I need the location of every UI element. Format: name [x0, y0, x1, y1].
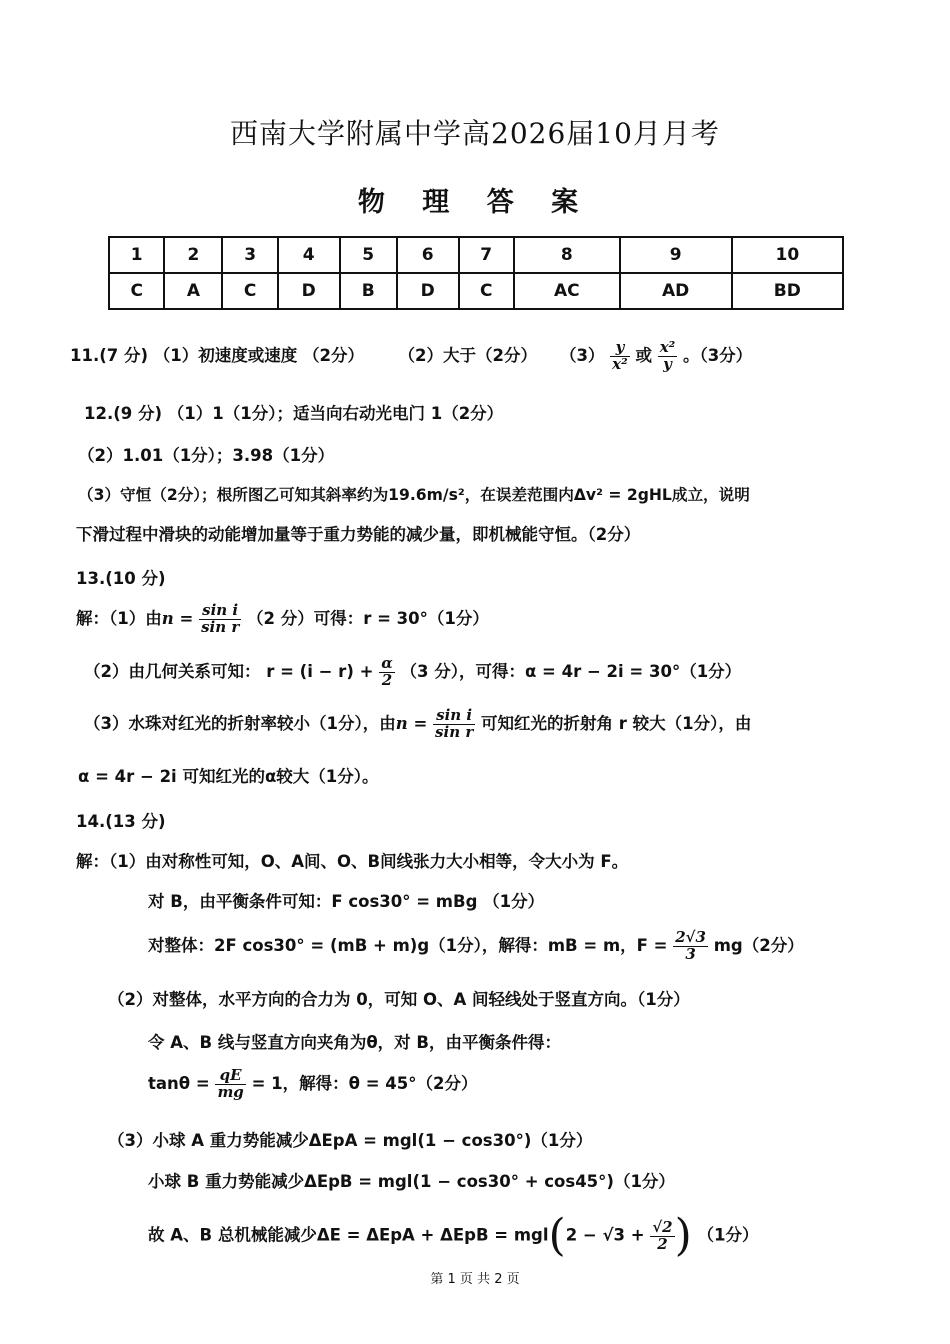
q14-l6-pre: tanθ =: [148, 1073, 210, 1093]
table-cell: AD: [620, 273, 732, 309]
q14-line-4: （2）对整体，水平方向的合力为 0，可知 O、A 间轻线处于竖直方向。（1分）: [108, 990, 690, 1009]
q13-fraction-sin: $\frac{\text{sin i}}{\text{sin r}}$: [201, 601, 240, 636]
table-cell: B: [340, 273, 397, 309]
table-cell: 3: [222, 237, 277, 273]
q14-l9-post: （1分）: [697, 1225, 759, 1245]
q14-line-2: 对 B，由平衡条件可知：F cos30° = mBg （1分）: [148, 892, 545, 911]
q11-fraction-2: $\frac{\text{x²}}{y}$: [659, 338, 676, 373]
q14-l6-post: = 1，解得：θ = 45°（2分）: [251, 1073, 478, 1093]
table-cell: C: [109, 273, 164, 309]
table-cell: 10: [732, 237, 843, 273]
q14-fraction-qe-mg: $\frac{qE}{mg}$: [217, 1066, 244, 1101]
q14-label: 14.(13 分): [76, 812, 166, 831]
q11-part1: （1）初速度或速度 （2分）: [153, 345, 365, 365]
q13-line-2: [84, 656, 741, 689]
q14-line-1: 解：（1）由对称性可知，O、A间、O、B间线张力大小相等，令大小为 F。: [76, 852, 629, 871]
table-cell: 9: [620, 237, 732, 273]
page-subtitle: 物 理 答 案: [357, 187, 593, 218]
q13-l3-n: n =: [395, 713, 428, 733]
q14-line-3: [148, 930, 804, 963]
table-cell: D: [278, 273, 340, 309]
q11-fraction-1: $\frac{y}{\text{x²}}$: [612, 338, 628, 373]
q13-l1-pre: 解：（1）由: [76, 608, 162, 628]
page-title: 西南大学附属中学高2026届10月月考: [230, 117, 720, 150]
q13-l2-pre: （2）由几何关系可知： r = (i − r) +: [84, 661, 374, 681]
answer-table-number-row: [109, 237, 843, 273]
q13-line-3: [84, 708, 751, 741]
q14-fraction-2sqrt3: $\frac{2√3}{3}$: [675, 928, 706, 963]
table-cell: 5: [340, 237, 397, 273]
q14-l9-pre: 故 A、B 总机械能减少ΔE = ΔEpA + ΔEpB = mgl: [148, 1225, 549, 1245]
q13-l3-post: 可知红光的折射角 r 较大（1分），由: [480, 713, 752, 733]
table-cell: A: [164, 273, 222, 309]
q11-part3-prefix: （3）: [559, 345, 605, 365]
q13-l1-n: n =: [161, 608, 194, 628]
q12-line-3: （3）守恒（2分）；根所图乙可知其斜率约为19.6m/s²，在误差范围内Δv² = 2gHL成立，说明: [78, 486, 750, 504]
q12-line-1: 12.(9 分) （1）1（1分）；适当向右动光电门 1（2分）: [84, 404, 504, 423]
answer-table: [108, 236, 844, 310]
q11-part2: （2）大于（2分）: [398, 345, 537, 365]
q13-l3-pre: （3）水珠对红光的折射率较小（1分），由: [84, 713, 396, 733]
table-cell: C: [459, 273, 514, 309]
table-cell: D: [397, 273, 459, 309]
q14-line-9: [148, 1210, 759, 1261]
right-paren: ): [674, 1210, 692, 1261]
q11-label: 11.(7 分): [70, 345, 149, 365]
q12-line-4: 下滑过程中滑块的动能增加量等于重力势能的减少量，即机械能守恒。（2分）: [76, 525, 641, 544]
table-cell: BD: [732, 273, 843, 309]
table-cell: AC: [514, 273, 620, 309]
q13-line-4: α = 4r − 2i 可知红光的α较大（1分）。: [78, 767, 379, 786]
q14-line-5: 令 A、B 线与竖直方向夹角为θ，对 B，由平衡条件得：: [148, 1033, 561, 1052]
page-footer: 第 1 页 共 2 页: [430, 1272, 520, 1287]
table-cell: 1: [109, 237, 164, 273]
q14-l3-post: mg（2分）: [713, 935, 804, 955]
q14-line-6: [148, 1068, 477, 1101]
q13-l2-post: （3 分），可得：α = 4r − 2i = 30°（1分）: [400, 661, 742, 681]
q11-part3-suffix: 。（3分）: [682, 345, 753, 365]
q11-line: [70, 340, 752, 373]
left-paren: (: [548, 1210, 566, 1261]
answer-table-answer-row: [109, 273, 843, 309]
q14-l9-mid: 2 − √3 +: [565, 1225, 645, 1245]
table-cell: 2: [164, 237, 222, 273]
table-cell: 7: [459, 237, 514, 273]
q14-fraction-sqrt2: $\frac{√2}{2}$: [652, 1217, 673, 1253]
q11-or: 或: [635, 345, 652, 365]
table-cell: 4: [278, 237, 340, 273]
q13-fraction-sin-2: $\frac{\text{sin i}}{\text{sin r}}$: [435, 706, 474, 741]
q14-l3-pre: 对整体：2F cos30° = (mB + m)g（1分），解得：mB = m，F =: [148, 935, 668, 955]
q13-fraction-alpha: $\frac{\alpha}{2}$: [381, 654, 393, 689]
q13-l1-post: （2 分）可得：r = 30°（1分）: [247, 608, 489, 628]
table-cell: 6: [397, 237, 459, 273]
q13-label: 13.(10 分): [76, 569, 166, 588]
q12-line-2: （2）1.01（1分）；3.98（1分）: [78, 446, 335, 465]
q13-line-1: [76, 603, 489, 636]
q14-line-7: （3）小球 A 重力势能减少ΔEpA = mgl(1 − cos30°)（1分）: [108, 1131, 593, 1150]
q14-line-8: 小球 B 重力势能减少ΔEpB = mgl(1 − cos30° + cos45°)（1分）: [148, 1172, 675, 1191]
table-cell: C: [222, 273, 277, 309]
table-cell: 8: [514, 237, 620, 273]
